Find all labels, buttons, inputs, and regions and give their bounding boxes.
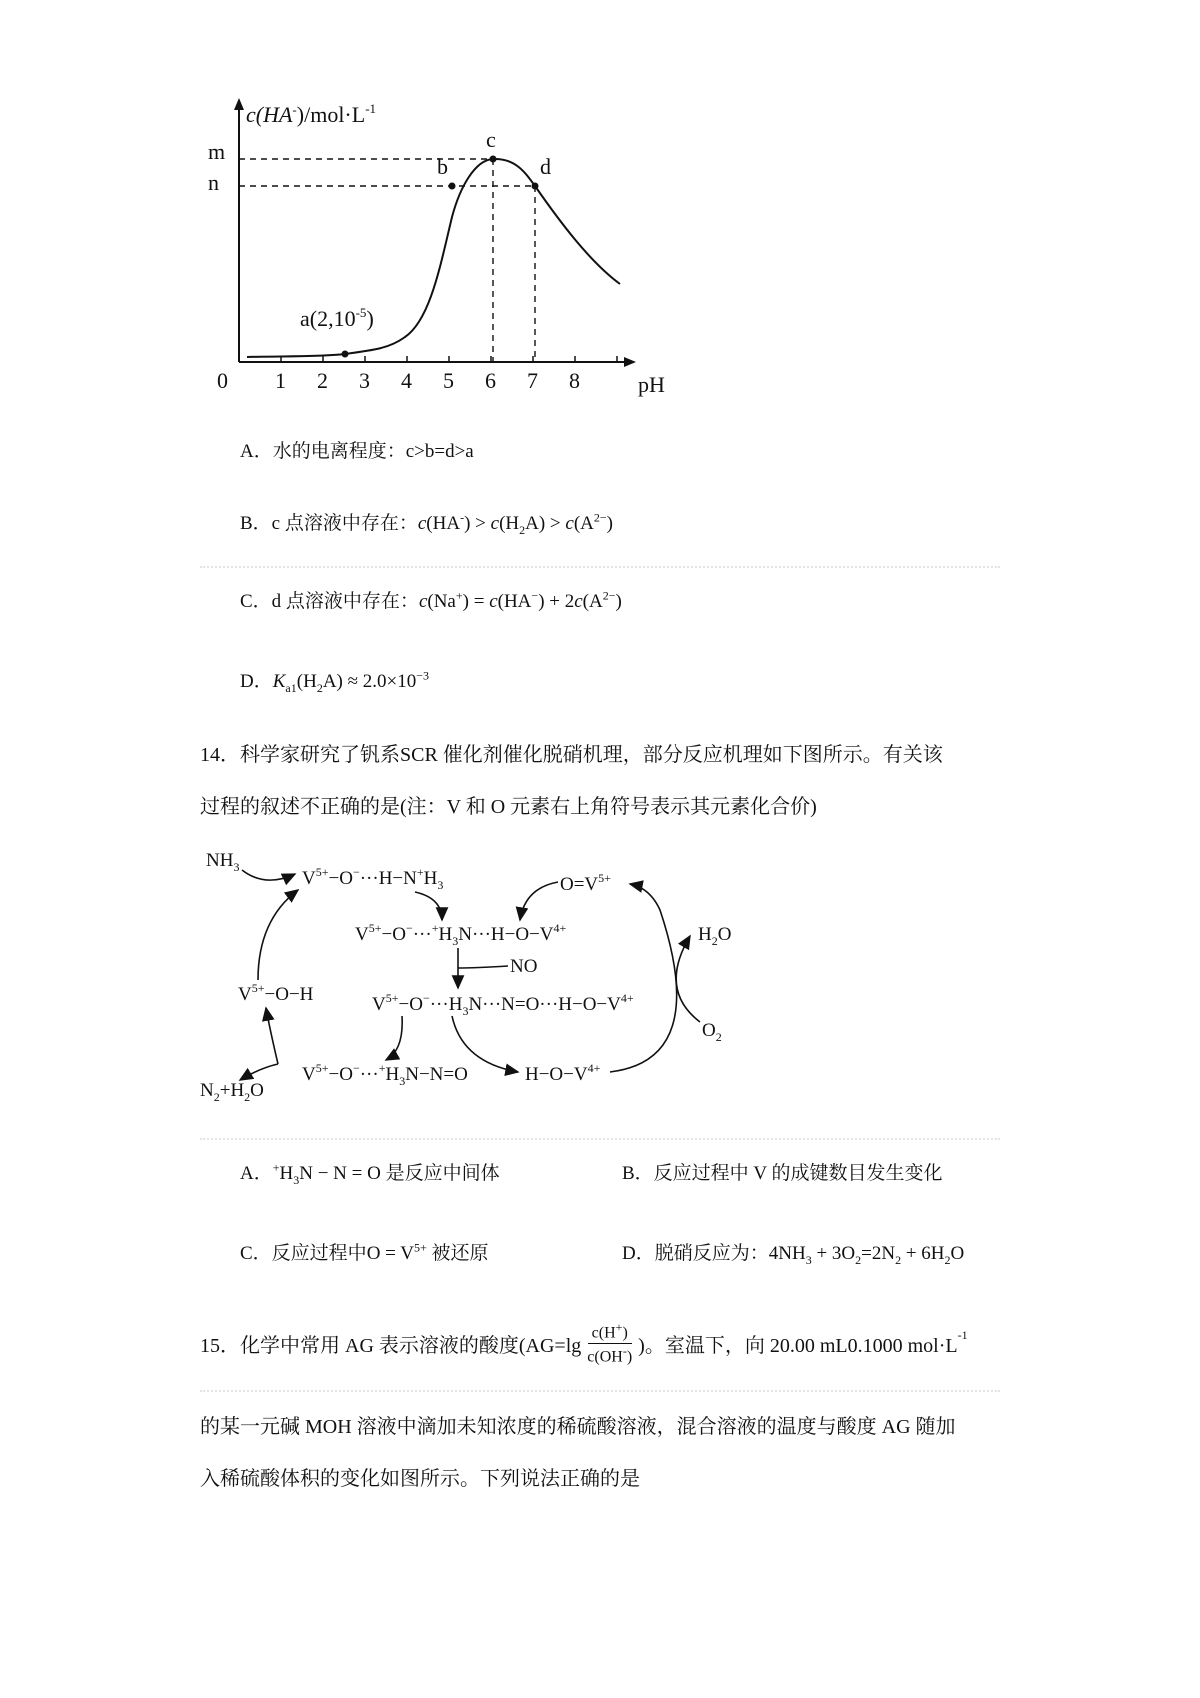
point-c xyxy=(490,156,497,163)
q15-stem-line1 xyxy=(200,1320,968,1366)
q14-option-c-suffix: 被还原 xyxy=(431,1243,489,1264)
chart-c-ha-vs-ph xyxy=(190,92,670,412)
arrow-reoxidation xyxy=(610,884,677,1072)
arrow-o-to-h3n xyxy=(386,1016,402,1060)
q15-stem-suffix: )。室温下，向 20.00 mL0.1000 mol·L xyxy=(638,1334,958,1357)
x-tick-label-8: 8 xyxy=(569,368,580,393)
q14-option-d-formula: $4NH_3 + 3O_2=2N_2 + 6H_2O$ xyxy=(768,1243,965,1267)
arrow-no-curve xyxy=(458,966,508,968)
point-a xyxy=(342,351,349,358)
x-tick-label-3: 3 xyxy=(359,368,370,393)
q14-option-d xyxy=(622,1238,964,1268)
arrow-n2-branch xyxy=(240,1064,278,1080)
q15-stem-line3: 入稀硫酸体积的变化如图所示。下列说法正确的是 xyxy=(200,1468,640,1490)
arrow-voh-up xyxy=(258,890,298,980)
q13-option-c xyxy=(240,586,622,613)
species-n2-h2o: $N_2+H_2O$ xyxy=(200,1080,264,1104)
arrow-ov5-in xyxy=(520,882,558,920)
q14-option-c-formula: $O = V^{5+}$ xyxy=(366,1240,427,1264)
q15-fraction-denominator: c(OH-) xyxy=(587,1343,633,1365)
divider xyxy=(200,1390,1000,1392)
x-tick-label-2: 2 xyxy=(317,368,328,393)
q13-option-b xyxy=(240,508,613,538)
q13-option-b-formula: $c(HA^-) > c(H_2A) > c(A^{2-})$ xyxy=(417,510,613,537)
point-b-label: b xyxy=(437,154,448,179)
species-o2: $O_2$ xyxy=(702,1020,722,1044)
x-tick-label-7: 7 xyxy=(527,368,538,393)
species-nh3: $NH_3$ xyxy=(206,850,240,874)
q13-option-c-formula: $c(Na^+) = c(HA^-) + 2c(A^{2-})$ xyxy=(418,588,622,612)
q14-stem-line2: 过程的叙述不正确的是(注：V 和 O 元素右上角符号表示其元素化合价) xyxy=(200,796,817,818)
x-tick-label-0: 0 xyxy=(217,368,228,393)
q14-option-a-suffix: 是反应中间体 xyxy=(385,1163,500,1184)
q14-option-d-prefix: D．脱硝反应为： xyxy=(622,1243,769,1264)
arrow-n2-out xyxy=(266,1008,278,1064)
point-d xyxy=(532,183,539,190)
point-c-label: c xyxy=(486,127,496,152)
q13-option-d-formula: $K_{a1}(H_2A) \approx 2.0\times 10^{-3}$ xyxy=(272,668,430,695)
species-h2o: $H_2O$ xyxy=(698,924,732,948)
species-no: NO xyxy=(510,956,538,977)
x-tick-label-1: 1 xyxy=(275,368,286,393)
species-o-v5: $O=V^{5+}$ xyxy=(560,871,611,895)
species-v5-o-hnh3: $V^{5+}-O^-\cdot\cdot\cdot H-N^+H_3$ xyxy=(302,865,444,892)
label-n: n xyxy=(208,170,219,195)
point-d-label: d xyxy=(540,154,551,179)
x-tick-label-6: 6 xyxy=(485,368,496,393)
label-m: m xyxy=(208,139,226,164)
q13-option-c-prefix: C．d 点溶液中存在： xyxy=(240,591,419,612)
y-axis-arrow xyxy=(234,98,244,110)
point-b xyxy=(449,183,456,190)
species-h-o-v4: $H-O-V^{4+}$ xyxy=(525,1061,601,1085)
arrow-h-to-n xyxy=(415,892,442,920)
y-axis-label: $c(HA^-)/mol\cdot L^{-1}$ xyxy=(246,101,377,127)
q15-fraction-numerator: c(H+) xyxy=(588,1320,632,1344)
divider xyxy=(200,566,1000,568)
q14-option-a-formula: A．$^+H_3N - N = O$ xyxy=(240,1160,386,1187)
q15-stem-prefix: 15．化学中常用 AG 表示溶液的酸度(AG=lg xyxy=(200,1334,582,1357)
q13-option-d xyxy=(240,666,429,696)
point-a-label: $a(2,10^{-5})$ xyxy=(300,305,374,331)
q14-stem-line1: 14．科学家研究了钒系SCR 催化剂催化脱硝机理，部分反应机理如下图所示。有关该 xyxy=(200,744,943,766)
x-axis-label: pH xyxy=(638,372,665,397)
x-tick-label-5: 5 xyxy=(443,368,454,393)
q15-stem-line2: 的某一元碱 MOH 溶液中滴加未知浓度的稀硫酸溶液，混合溶液的温度与酸度 AG 随加 xyxy=(200,1416,956,1438)
species-v5-o-h3n-h-o-v4: $V^{5+}-O^-\cdot\cdot\cdot^+H_3N\cdot\cdot\cdot H-O-V^{4+}$ xyxy=(355,921,567,948)
q15-fraction xyxy=(583,1320,636,1366)
q14-option-c xyxy=(240,1238,489,1265)
q13-option-b-prefix: B．c 点溶液中存在： xyxy=(240,513,418,534)
q14-option-c-prefix: C．反应过程中 xyxy=(240,1243,367,1264)
x-axis-arrow xyxy=(624,357,636,367)
divider xyxy=(200,1138,1000,1140)
species-v5-o-h3n-n-o: $V^{5+}-O^-\cdot\cdot\cdot^+H_3N-N=O$ xyxy=(302,1061,468,1088)
species-v5-o-h3n-n-o-h-o-v4: $V^{5+}-O^-\cdot\cdot\cdot H_3N\cdot\cdot\cdot N=O\cdot\cdot\cdot H-O-V^{4+}$ xyxy=(372,991,634,1018)
arrow-o2-h2o xyxy=(676,936,700,1022)
mechanism-diagram xyxy=(190,840,790,1120)
arrow-nh3-in xyxy=(242,870,295,880)
x-tick-label-4: 4 xyxy=(401,368,412,393)
q13-option-d-prefix: D． xyxy=(240,671,273,692)
q13-option-a: A．水的电离程度：c>b=d>a xyxy=(240,441,474,462)
q15-stem-suffix-sup: -1 xyxy=(957,1328,968,1342)
q14-option-a xyxy=(240,1158,500,1188)
q14-option-b: B．反应过程中 V 的成键数目发生变化 xyxy=(622,1163,943,1184)
species-v5-oh: $V^{5+}-O-H$ xyxy=(238,981,314,1005)
